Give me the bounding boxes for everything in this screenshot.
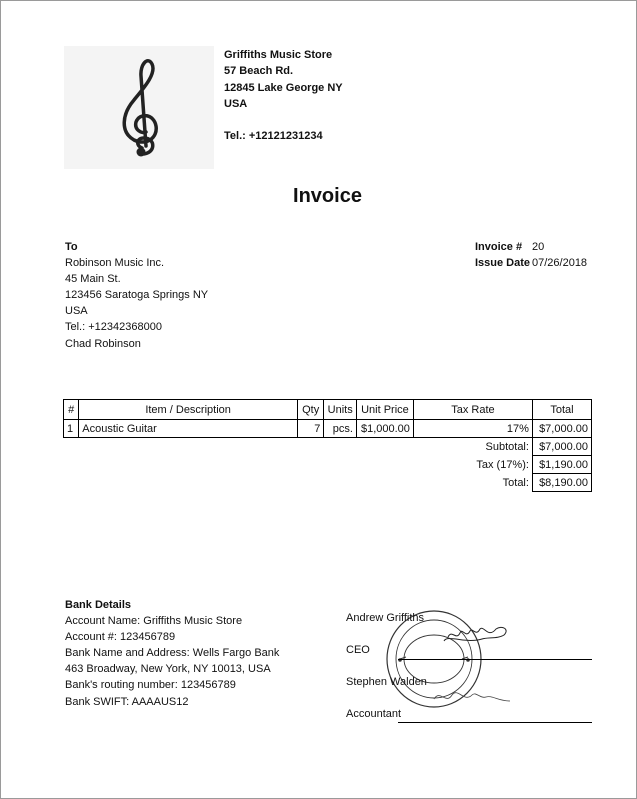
table-header-row — [64, 400, 592, 420]
signer2-name: Stephen Walden — [346, 676, 427, 688]
bill-to-city: 123456 Saratoga Springs NY — [65, 289, 209, 302]
bill-to-country: USA — [65, 305, 88, 318]
issue-date-label: Issue Date — [475, 257, 531, 270]
bank-details — [65, 597, 279, 710]
row-description: Acoustic Guitar — [79, 420, 298, 438]
items-table — [63, 399, 592, 492]
issue-date: 07/26/2018 — [532, 257, 588, 270]
col-header: Item / Description — [79, 400, 298, 420]
table-row — [64, 420, 592, 438]
row-total: $7,000.00 — [532, 420, 591, 438]
bank-swift: Bank SWIFT: AAAAUS12 — [65, 695, 189, 708]
tax-label: Tax (17%): — [476, 458, 529, 471]
row-units: pcs. — [324, 420, 357, 438]
logo — [64, 46, 214, 169]
tax-row — [64, 456, 592, 474]
subtotal-row — [64, 438, 592, 456]
col-header: Total — [532, 400, 591, 420]
row-unit-price: $1,000.00 — [356, 420, 413, 438]
bank-details-label: Bank Details — [65, 599, 132, 611]
total-value: $8,190.00 — [532, 474, 591, 492]
bill-to-contact: Chad Robinson — [65, 337, 141, 350]
bill-to-street: 45 Main St. — [65, 273, 121, 286]
bank-account-name: Account Name: Griffiths Music Store — [65, 615, 243, 628]
signer2-title: Accountant — [346, 708, 402, 720]
bill-to-phone: Tel.: +12342368000 — [65, 321, 162, 334]
invoice-number: 20 — [532, 241, 545, 253]
treble-clef-icon — [64, 46, 214, 169]
seller-address — [224, 47, 343, 144]
invoice-meta — [475, 239, 587, 271]
page-title: Invoice — [293, 185, 362, 207]
bank-routing: Bank's routing number: 123456789 — [65, 679, 236, 692]
seller-street: 57 Beach Rd. — [224, 65, 294, 78]
signature-line-accountant — [398, 722, 592, 723]
signer1-name: Andrew Griffiths — [346, 612, 425, 624]
total-row — [64, 474, 592, 492]
seller-phone: Tel.: +12121231234 — [224, 129, 323, 142]
col-header: Qty — [297, 400, 323, 420]
row-tax-rate: 17% — [413, 420, 532, 438]
col-header: Unit Price — [356, 400, 413, 420]
invoice-number-label: Invoice # — [475, 241, 523, 253]
bill-to — [65, 239, 208, 352]
bill-to-company: Robinson Music Inc. — [65, 257, 165, 270]
bank-account-number: Account #: 123456789 — [65, 631, 176, 644]
col-header: Tax Rate — [413, 400, 532, 420]
bill-to-label: To — [65, 241, 78, 253]
signer1-title: CEO — [346, 644, 370, 656]
row-number: 1 — [64, 420, 79, 438]
seller-name: Griffiths Music Store — [224, 49, 333, 61]
signature-line-ceo — [398, 659, 592, 660]
subtotal-value: $7,000.00 — [532, 438, 591, 456]
tax-value: $1,190.00 — [532, 456, 591, 474]
seller-country: USA — [224, 98, 248, 111]
col-header: # — [64, 400, 79, 420]
seller-city: 12845 Lake George NY — [224, 81, 343, 94]
row-qty: 7 — [297, 420, 323, 438]
col-header: Units — [324, 400, 357, 420]
bank-address: 463 Broadway, New York, NY 10013, USA — [65, 663, 271, 676]
bank-name: Bank Name and Address: Wells Fargo Bank — [65, 647, 280, 660]
subtotal-label: Subtotal: — [485, 440, 529, 453]
total-label: Total: — [502, 476, 529, 489]
